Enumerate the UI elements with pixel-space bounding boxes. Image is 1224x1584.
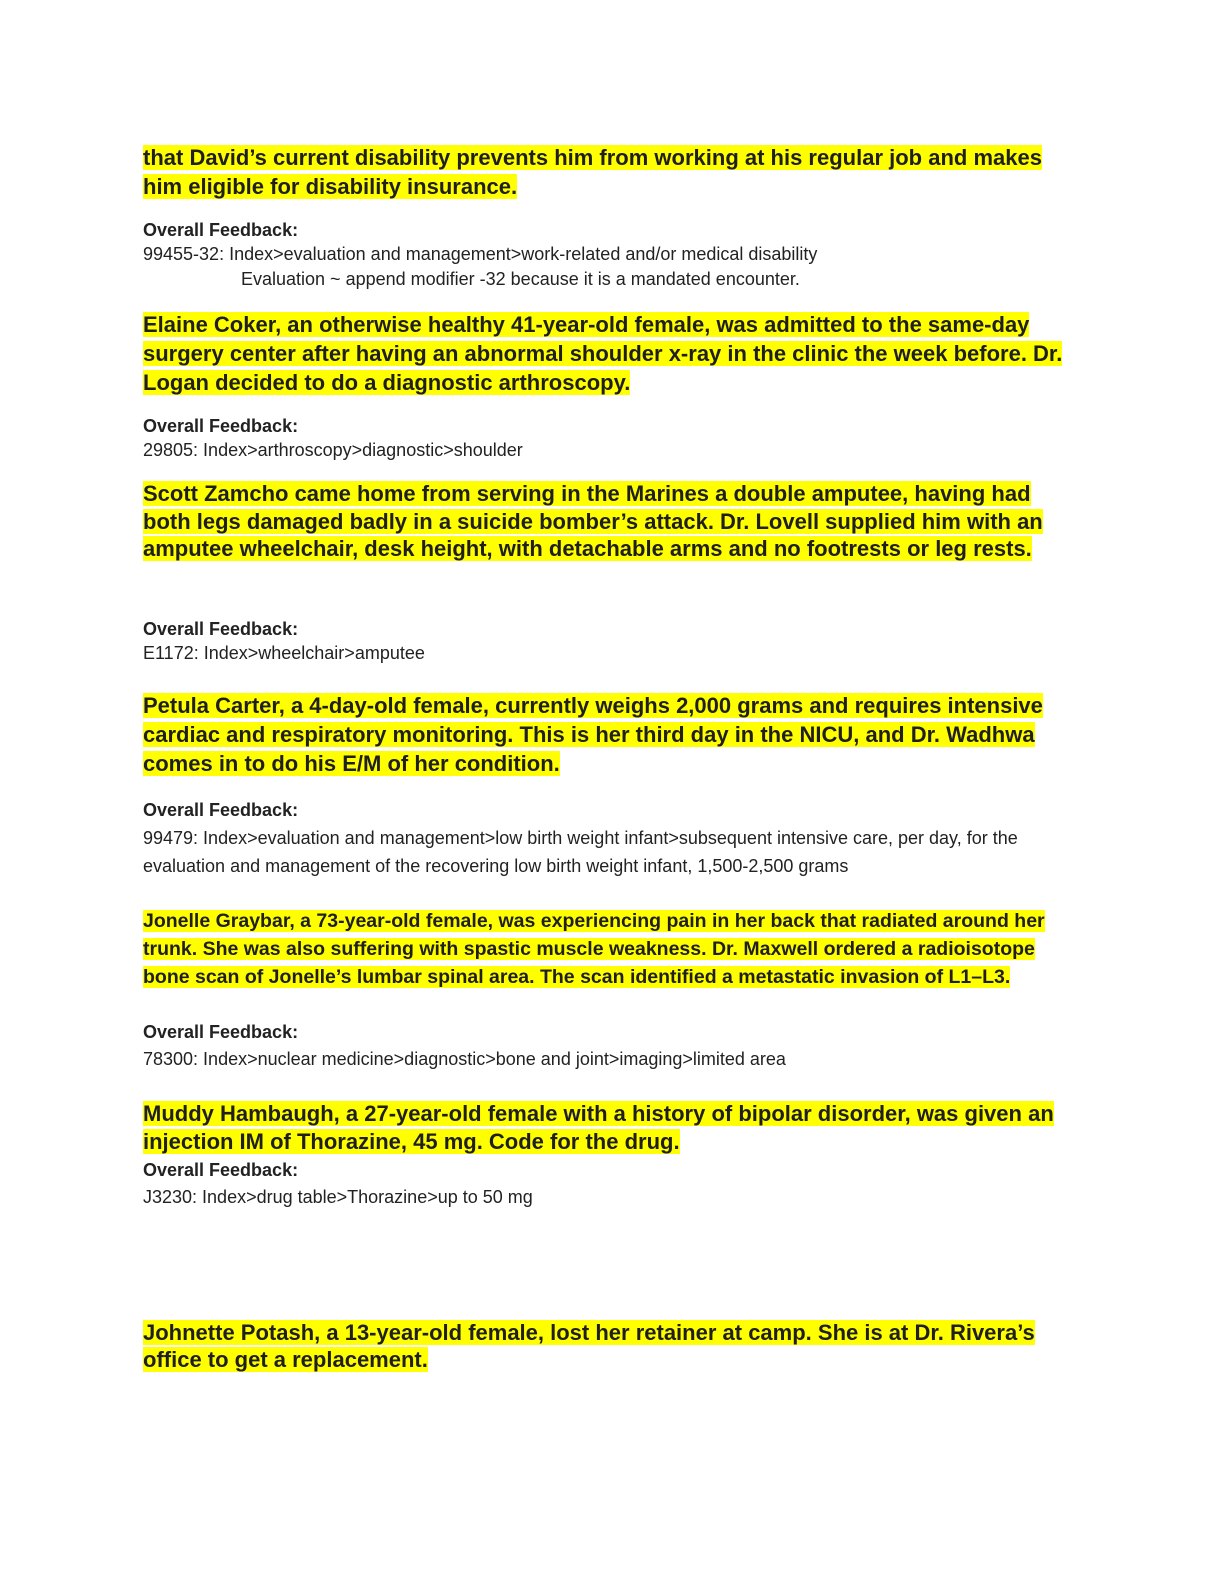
feedback-block-1 xyxy=(143,218,1083,292)
feedback-block-5 xyxy=(143,1020,1083,1072)
question-block-6 xyxy=(143,1100,1083,1156)
feedback-block-3 xyxy=(143,617,1083,666)
question-block-5 xyxy=(143,907,1083,991)
feedback-block-6 xyxy=(143,1158,1083,1210)
feedback-label: Overall Feedback: xyxy=(143,416,299,436)
feedback-text: 99479: Index>evaluation and management>low birth weight infant>subsequent intensive care, per day, for the evaluation and management of the recovering low birth weight infant, 1,500-2,500 grams xyxy=(143,828,1018,876)
question-block-4 xyxy=(143,691,1083,778)
feedback-label: Overall Feedback: xyxy=(143,1160,299,1180)
feedback-label: Overall Feedback: xyxy=(143,800,299,820)
question-text: Muddy Hambaugh, a 27-year-old female with a history of bipolar disorder, was given an injection IM of Thorazine, 45 mg. Code for the drug. xyxy=(143,1101,1054,1154)
question-block-1 xyxy=(143,143,1083,201)
feedback-block-2 xyxy=(143,414,1083,463)
question-text: Johnette Potash, a 13-year-old female, lost her retainer at camp. She is at Dr. Rivera’s office to get a replacement. xyxy=(143,1320,1035,1372)
question-block-3 xyxy=(143,480,1083,563)
question-text: Scott Zamcho came home from serving in the Marines a double amputee, having had both legs damaged badly in a suicide bomber’s attack. Dr. Lovell supplied him with an amputee wheelchair, desk height, with detachable arms and no footrests or leg rests. xyxy=(143,481,1043,561)
question-text: Petula Carter, a 4-day-old female, currently weighs 2,000 grams and requires intensive cardiac and respiratory monitoring. This is her third day in the NICU, and Dr. Wadhwa comes in to do his E/M of her condition. xyxy=(143,693,1043,776)
feedback-text: E1172: Index>wheelchair>amputee xyxy=(143,643,425,663)
question-text: Elaine Coker, an otherwise healthy 41-year-old female, was admitted to the same-day surgery center after having an abnormal shoulder x-ray in the clinic the week before. Dr. Logan decided to do a diagnostic arthroscopy. xyxy=(143,312,1063,395)
feedback-label: Overall Feedback: xyxy=(143,1022,299,1042)
question-text: that David’s current disability prevents him from working at his regular job and makes him eligible for disability insurance. xyxy=(143,145,1042,199)
feedback-text: J3230: Index>drug table>Thorazine>up to 50 mg xyxy=(143,1187,533,1207)
feedback-label: Overall Feedback: xyxy=(143,220,299,240)
feedback-text: 78300: Index>nuclear medicine>diagnostic>bone and joint>imaging>limited area xyxy=(143,1049,786,1069)
question-block-2 xyxy=(143,310,1083,397)
feedback-text: 29805: Index>arthroscopy>diagnostic>shoulder xyxy=(143,440,523,460)
question-block-7 xyxy=(143,1319,1083,1373)
feedback-block-4 xyxy=(143,798,1083,880)
feedback-label: Overall Feedback: xyxy=(143,619,299,639)
feedback-text-continued: Evaluation ~ append modifier -32 because it is a mandated encounter. xyxy=(241,269,800,289)
feedback-text: 99455-32: Index>evaluation and management>work-related and/or medical disability xyxy=(143,244,818,264)
question-text: Jonelle Graybar, a 73-year-old female, was experiencing pain in her back that radiated around her trunk. She was also suffering with spastic muscle weakness. Dr. Maxwell ordered a radioisotope bone scan of Jonelle’s lumbar spinal area. The scan identified a metastatic invasion of L1–L3. xyxy=(143,910,1045,988)
